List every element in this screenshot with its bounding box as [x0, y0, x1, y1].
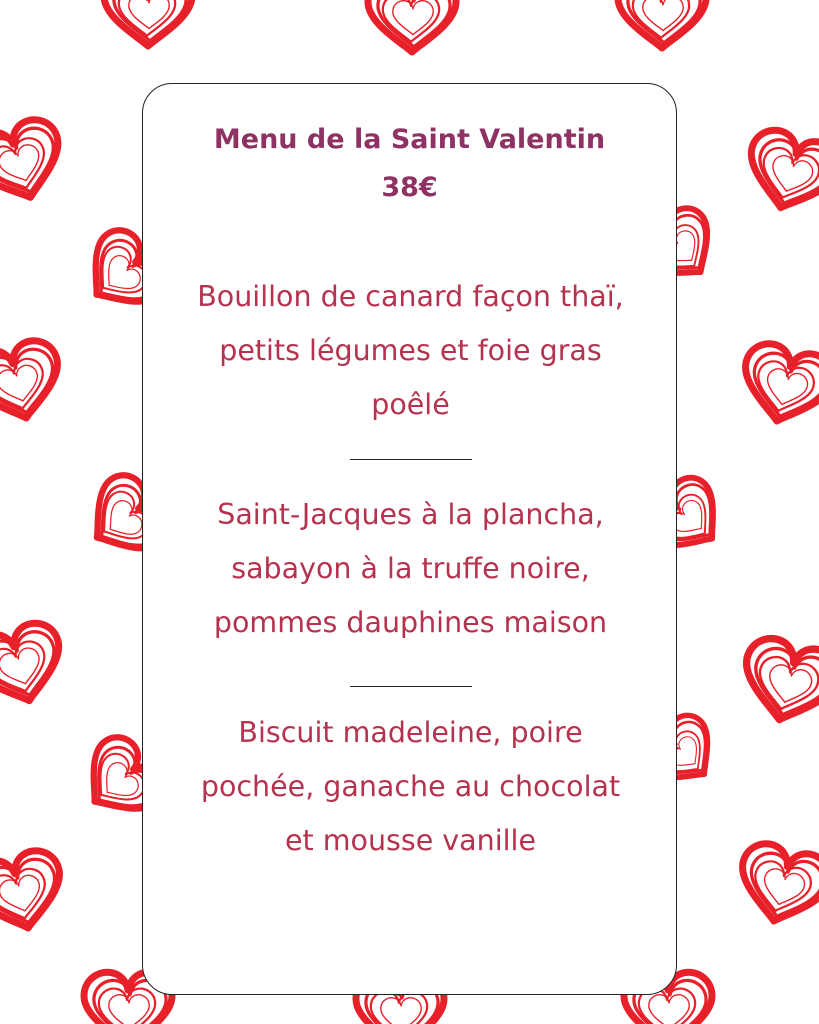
heart-icon: [735, 633, 819, 730]
heart-icon: [0, 114, 72, 211]
menu-price: 38€: [381, 172, 438, 203]
heart-icon: [0, 336, 69, 429]
heart-icon: [734, 339, 819, 432]
course-divider: [350, 686, 472, 687]
heart-icon: [104, 0, 192, 46]
heart-icon: [0, 618, 72, 713]
course-dessert: Biscuit madeleine, poire pochée, ganache au chocolat et mousse vanille: [200, 716, 621, 857]
heart-icon: [618, 0, 706, 48]
course-starter: Bouillon de canard façon thaï, petits légumes et foie gras poêlé: [197, 280, 624, 421]
menu-card: [142, 83, 677, 995]
menu-title: Menu de la Saint Valentin: [213, 124, 606, 155]
course-divider: [350, 459, 472, 460]
heart-icon: [738, 125, 819, 220]
course-main: Saint-Jacques à la plancha, sabayon à la truffe noire, pommes dauphines maison: [213, 498, 608, 639]
heart-icon: [0, 846, 71, 939]
heart-icon: [731, 839, 819, 932]
heart-icon: [368, 0, 456, 52]
